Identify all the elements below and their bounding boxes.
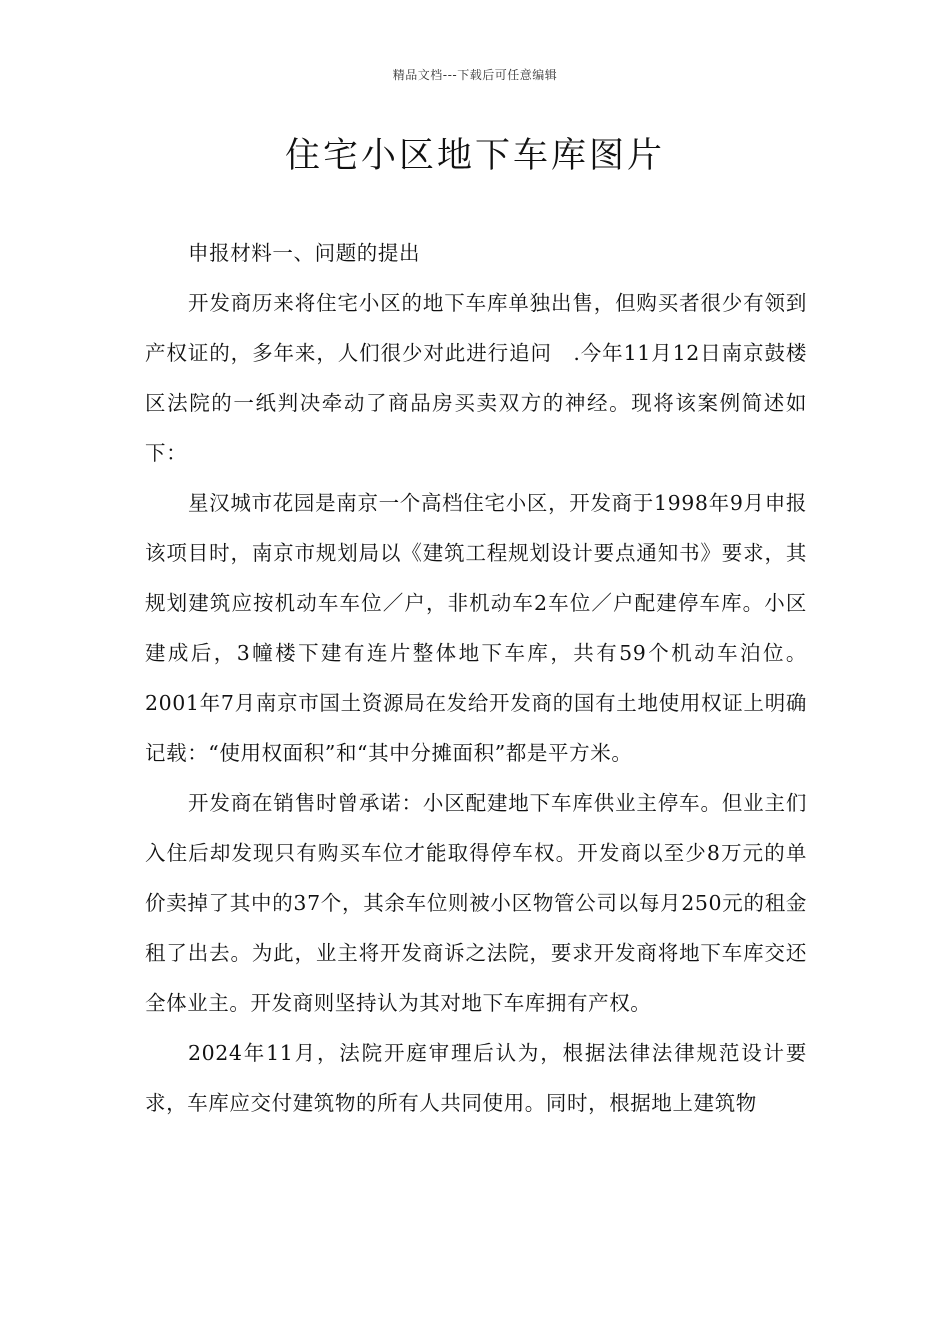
paragraph: 开发商在销售时曾承诺：小区配建地下车库供业主停车。但业主们入住后却发现只有购买车位才能取得停车权。开发商以至少8万元的单价卖掉了其中的37个，其余车位则被小区物管公司以每月250元的租金租了出去。为此，业主将开发商诉之法院，要求开发商将地下车库交还全体业主。开发商则坚持认为其对地下车库拥有产权。 [145,791,807,1015]
header-note: 精品文档---下载后可任意编辑 [392,68,558,82]
document-body [145,228,807,1128]
paragraph-heading: 申报材料一、问题的提出 [188,241,421,265]
paragraph: 开发商历来将住宅小区的地下车库单独出售，但购买者很少有领到产权证的，多年来，人们很少对此进行追问 .今年11月12日南京鼓楼区法院的一纸判决牵动了商品房买卖双方的神经。现将该案例简述如下： [145,291,807,465]
paragraph: 2024年11月，法院开庭审理后认为，根据法律法律规范设计要求，车库应交付建筑物的所有人共同使用。同时，根据地上建筑物 [145,1041,807,1115]
document-title: 住宅小区地下车库图片 [284,136,665,176]
paragraph: 星汉城市花园是南京一个高档住宅小区，开发商于1998年9月申报该项目时，南京市规划局以《建筑工程规划设计要点通知书》要求，其规划建筑应按机动车车位／户，非机动车2车位／户配建停车库。小区建成后，3幢楼下建有连片整体地下车库，共有59个机动车泊位。2001年7月南京市国土资源局在发给开发商的国有土地使用权证上明确记载：“使用权面积”和“其中分摊面积”都是平方米。 [145,491,807,765]
